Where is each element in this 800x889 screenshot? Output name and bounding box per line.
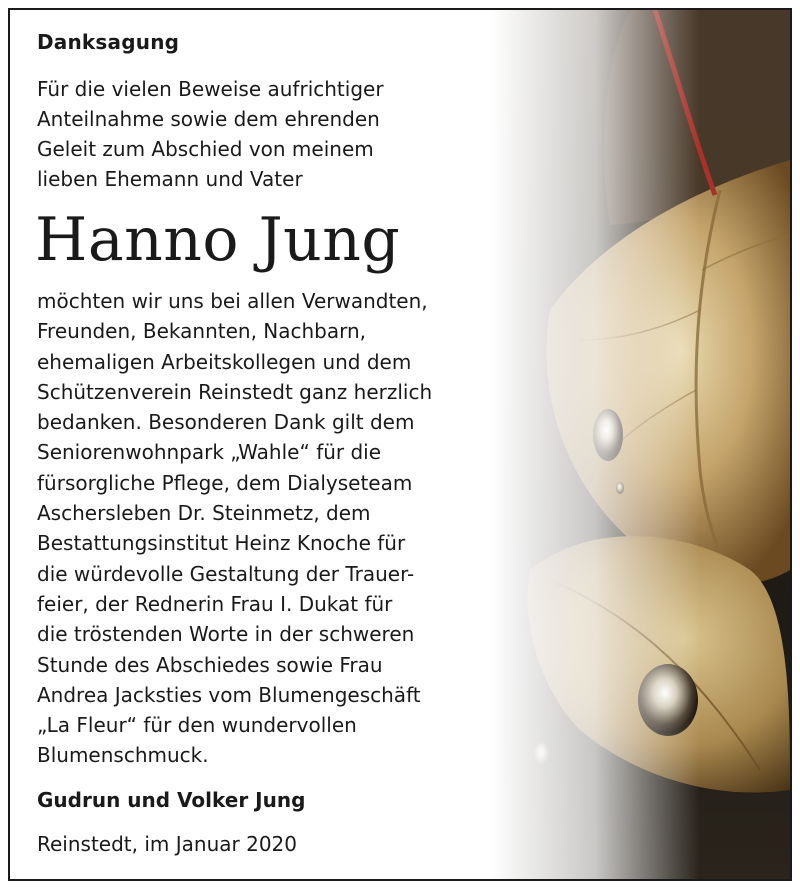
intro-paragraph: Für die vielen Beweise aufrichtiger Anteilnahme sowie dem ehrenden Geleit zum Abschied von meinem lieben Ehemann und Vater <box>37 77 384 191</box>
thanks-paragraph: möchten wir uns bei allen Verwandten, Freunden, Bekannten, Nachbarn, ehemaligen Arbeitskollegen und dem Schützenverein Reinstedt ganz herzlich bedanken. Besonderen Dank gilt dem Seniorenwohnpark „Wahle“ für die fürsorgliche Pflege, dem Dialyseteam Aschersleben Dr. Steinmetz, dem Bestattungsinstitut Heinz Knoche für die würdevolle Gestaltung der Trauer- feier, der Rednerin Frau I. Dukat für die tröstenden Worte in der schweren Stunde des Abschiedes sowie Frau Andrea Jacksties vom Blumengeschäft „La Fleur“ für den wundervollen Blumenschmuck. <box>37 289 433 768</box>
signature: Gudrun und Volker Jung <box>37 787 306 812</box>
deceased-name: Hanno Jung <box>35 205 401 275</box>
obituary-notice <box>8 8 792 881</box>
notice-heading: Danksagung <box>37 30 180 54</box>
place-date: Reinstedt, im Januar 2020 <box>37 831 297 856</box>
notice-text <box>37 28 597 859</box>
